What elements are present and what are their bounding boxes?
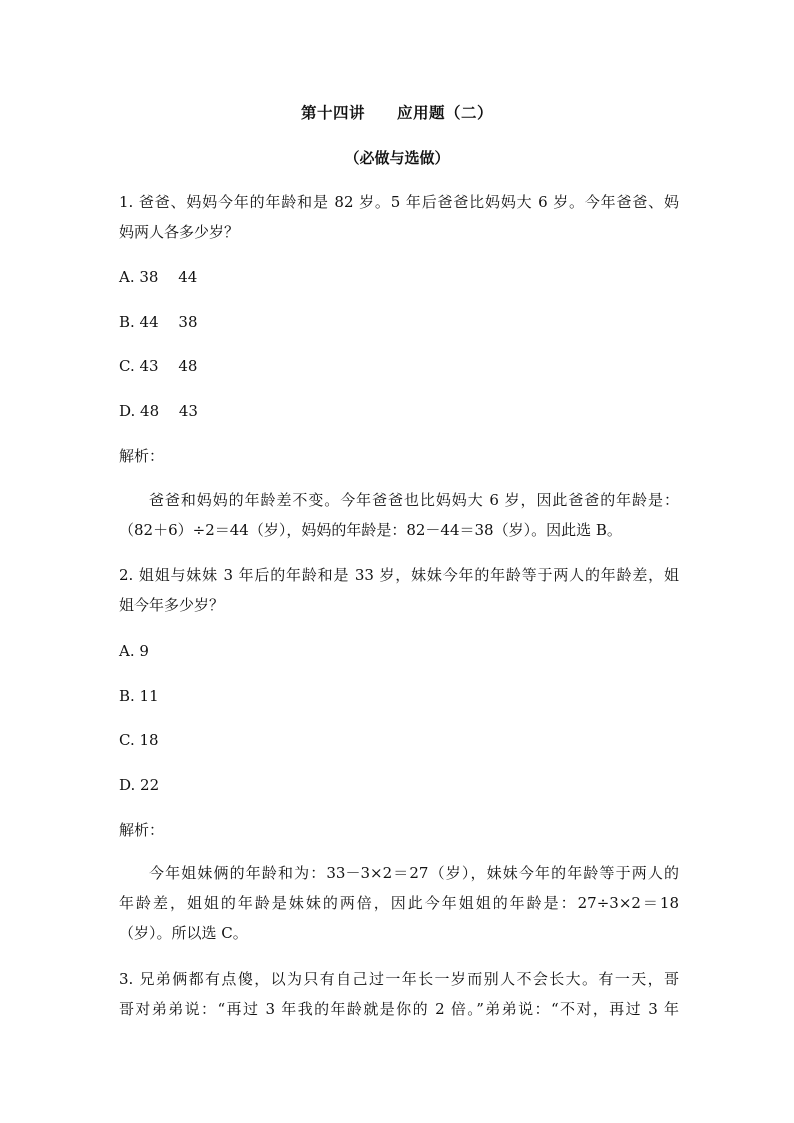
q1-option-d: D. 48 43 <box>119 402 198 420</box>
q3-stem-line-1: 3. 兄弟俩都有点傻，以为只有自己过一年长一岁而别人不会长大。有一天，哥 <box>119 970 679 988</box>
q1-stem-line-1: 1. 爸爸、妈妈今年的年龄和是 82 岁。5 年后爸爸比妈妈大 6 岁。今年爸爸、妈 <box>119 193 679 211</box>
q1-option-b: B. 44 38 <box>119 313 198 331</box>
q1-option-c: C. 43 48 <box>119 357 198 375</box>
page-subtitle: （必做与选做） <box>344 149 450 167</box>
q3-stem-line-2: 哥对弟弟说：“再过 3 年我的年龄就是你的 2 倍。”弟弟说：“不对，再过 3 年 <box>119 1000 679 1018</box>
q1-analysis-line-2: （82＋6）÷2＝44（岁），妈妈的年龄是：82－44＝38（岁）。因此选 B。 <box>119 521 622 539</box>
q1-analysis-line-1: 爸爸和妈妈的年龄差不变。今年爸爸也比妈妈大 6 岁，因此爸爸的年龄是： <box>149 491 679 509</box>
q1-analysis-label: 解析： <box>119 447 165 465</box>
q2-analysis-line-3: （岁）。所以选 C。 <box>119 924 248 942</box>
page-title: 第十四讲 应用题（二） <box>300 103 493 122</box>
q2-option-b: B. 11 <box>119 687 159 705</box>
q2-stem-line-1: 2. 姐姐与妹妹 3 年后的年龄和是 33 岁，妹妹今年的年龄等于两人的年龄差，姐 <box>119 566 679 584</box>
q2-option-c: C. 18 <box>119 731 159 749</box>
q2-option-d: D. 22 <box>119 776 160 794</box>
q1-option-a: A. 38 44 <box>119 268 198 286</box>
q2-option-a: A. 9 <box>119 642 149 660</box>
q2-analysis-line-2: 年龄差，姐姐的年龄是妹妹的两倍，因此今年姐姐的年龄是：27÷3×2＝18 <box>119 894 679 912</box>
q2-analysis-label: 解析： <box>119 821 165 839</box>
q2-analysis-line-1: 今年姐妹俩的年龄和为：33－3×2＝27（岁），妹妹今年的年龄等于两人的 <box>149 864 679 882</box>
q1-stem-line-2: 妈两人各多少岁？ <box>119 223 240 241</box>
q2-stem-line-2: 姐今年多少岁？ <box>119 596 225 614</box>
